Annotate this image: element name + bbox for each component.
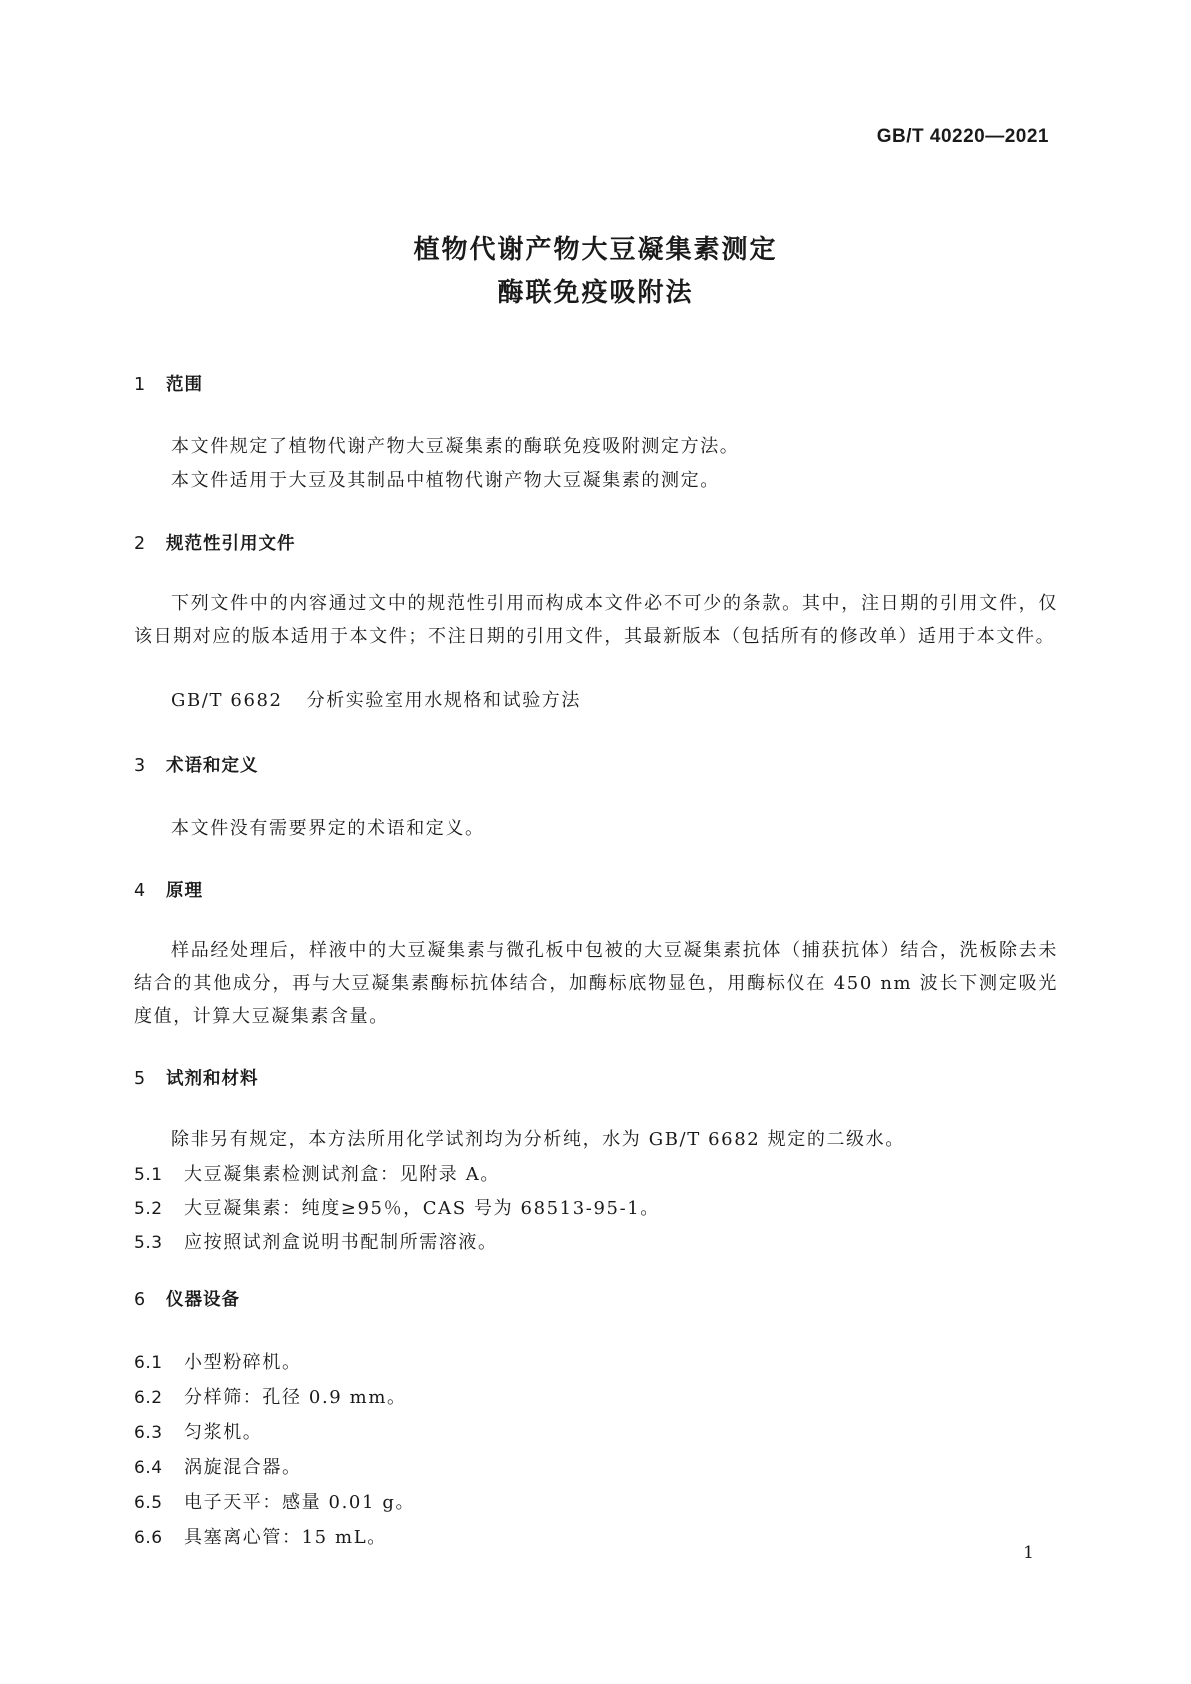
section-title: 仪器设备 <box>166 1290 240 1310</box>
section-1-heading <box>134 371 203 396</box>
section-2-paragraph-1: 下列文件中的内容通过文中的规范性引用而构成本文件必不可少的条款。其中，注日期的引用文件，仅该日期对应的版本适用于本文件；不注日期的引用文件，其最新版本（包括所有的修改单）适用于本文件。 <box>134 593 1058 647</box>
section-title: 原理 <box>166 881 203 901</box>
section-title: 范围 <box>166 375 203 395</box>
list-item <box>134 1160 500 1186</box>
list-item <box>134 1383 407 1409</box>
section-number: 2 <box>134 534 147 554</box>
list-item <box>134 1348 302 1374</box>
item-number: 5.3 <box>134 1233 163 1253</box>
section-2-heading <box>134 530 296 555</box>
list-item <box>134 1418 262 1444</box>
list-item <box>134 1228 498 1254</box>
standard-code: GB/T 40220—2021 <box>876 126 1049 147</box>
document-title: 植物代谢产物大豆凝集素测定 <box>413 235 778 265</box>
item-text: 大豆凝集素：纯度≥95％，CAS 号为 68513-95-1。 <box>184 1198 660 1219</box>
section-number: 1 <box>134 375 147 395</box>
page-number: 1 <box>1023 1543 1034 1563</box>
item-text: 涡旋混合器。 <box>184 1457 302 1478</box>
section-number: 6 <box>134 1290 147 1310</box>
section-title: 规范性引用文件 <box>166 534 296 554</box>
item-text: 分样筛：孔径 0.9 mm。 <box>184 1387 407 1408</box>
item-number: 6.5 <box>134 1493 163 1513</box>
list-item <box>134 1523 387 1549</box>
normative-reference <box>171 686 581 712</box>
list-item <box>134 1488 415 1514</box>
section-4-heading <box>134 877 203 902</box>
section-number: 4 <box>134 881 147 901</box>
item-number: 6.1 <box>134 1353 163 1373</box>
item-text: 具塞离心管：15 mL。 <box>184 1527 387 1548</box>
reference-title: 分析实验室用水规格和试验方法 <box>306 690 582 711</box>
section-number: 3 <box>134 756 147 776</box>
item-text: 匀浆机。 <box>184 1422 263 1443</box>
item-text: 应按照试剂盒说明书配制所需溶液。 <box>184 1232 498 1253</box>
item-number: 5.1 <box>134 1165 163 1185</box>
section-number: 5 <box>134 1069 147 1089</box>
section-title: 术语和定义 <box>166 756 259 776</box>
item-text: 大豆凝集素检测试剂盒：见附录 A。 <box>184 1164 500 1185</box>
section-1-paragraph-2: 本文件适用于大豆及其制品中植物代谢产物大豆凝集素的测定。 <box>171 470 720 491</box>
item-text: 电子天平：感量 0.01 g。 <box>184 1492 416 1513</box>
section-3-heading <box>134 752 259 777</box>
section-1-paragraph-1: 本文件规定了植物代谢产物大豆凝集素的酶联免疫吸附测定方法。 <box>171 436 740 457</box>
list-item <box>134 1453 302 1479</box>
section-6-heading <box>134 1286 240 1311</box>
section-5-paragraph-1: 除非另有规定，本方法所用化学试剂均为分析纯，水为 GB/T 6682 规定的二级水。 <box>171 1129 905 1150</box>
item-number: 6.6 <box>134 1528 163 1548</box>
reference-code: GB/T 6682 <box>171 690 283 711</box>
list-item <box>134 1194 660 1220</box>
item-number: 6.3 <box>134 1423 163 1443</box>
section-title: 试剂和材料 <box>166 1069 259 1089</box>
item-number: 6.4 <box>134 1458 163 1478</box>
item-text: 小型粉碎机。 <box>184 1352 302 1373</box>
document-subtitle: 酶联免疫吸附法 <box>497 278 694 308</box>
section-3-paragraph-1: 本文件没有需要界定的术语和定义。 <box>171 818 485 839</box>
item-number: 5.2 <box>134 1199 163 1219</box>
section-4-paragraph-1: 样品经处理后，样液中的大豆凝集素与微孔板中包被的大豆凝集素抗体（捕获抗体）结合，洗板除去未结合的其他成分，再与大豆凝集素酶标抗体结合，加酶标底物显色，用酶标仪在 450 nm 波长下测定吸光度值，计算大豆凝集素含量。 <box>134 940 1058 1027</box>
item-number: 6.2 <box>134 1388 163 1408</box>
section-5-heading <box>134 1065 259 1090</box>
